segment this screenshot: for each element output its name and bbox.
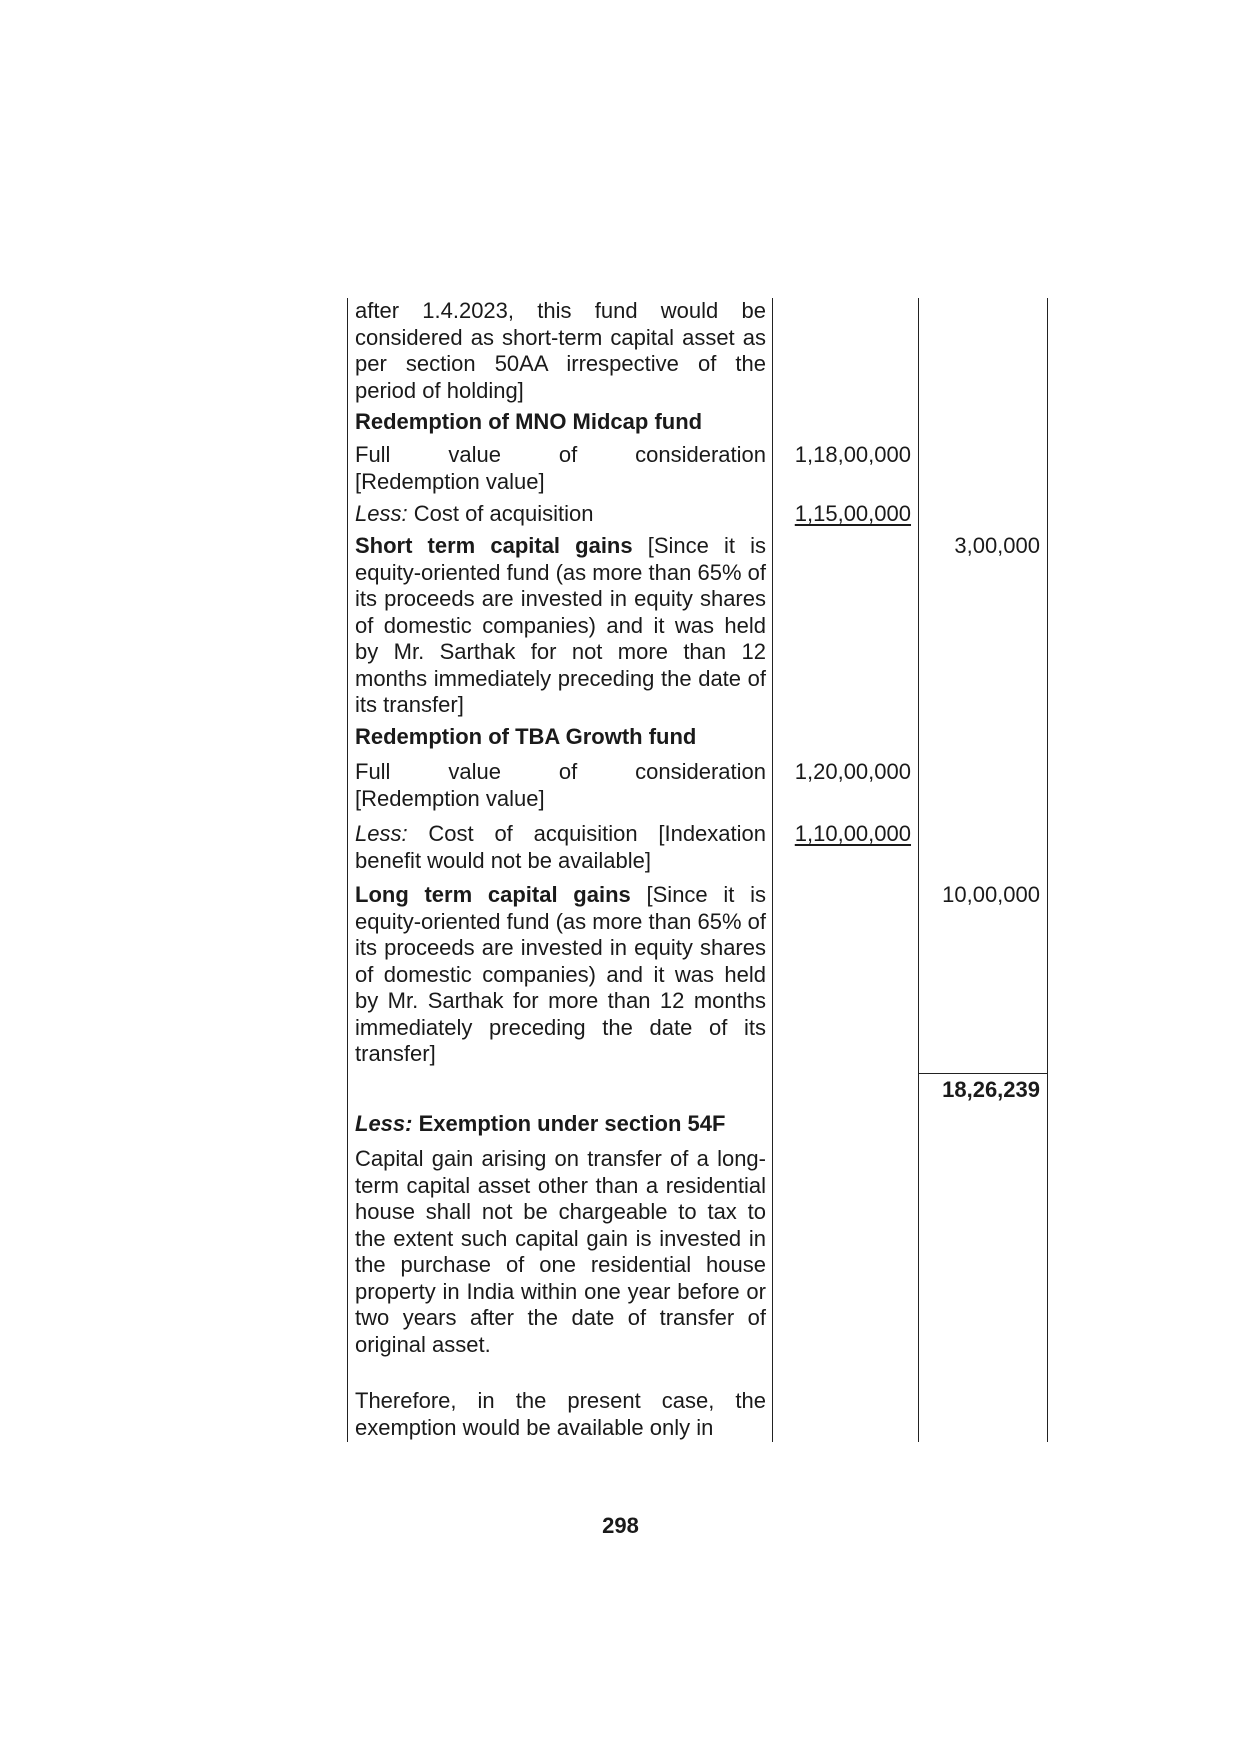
less-cost-acquisition-tba: Less: Cost of acquisition [Indexation benefit would not be available] (355, 821, 766, 873)
amount-cost-mno: 1,15,00,000 (794, 501, 911, 526)
full-value-consideration-mno: Full value of consideration [Redemption value] (355, 442, 766, 494)
full-value-consideration-tba: Full value of consideration [Redemption value] (355, 759, 766, 811)
amount-cost-tba: 1,10,00,000 (794, 821, 911, 846)
amount-consideration-tba: 1,20,00,000 (794, 759, 911, 784)
exemption-conclusion-text: Therefore, in the present case, the exemption would be available only in (355, 1388, 766, 1440)
heading-exemption-54f: Less: Exemption under section 54F (355, 1111, 726, 1136)
table-rule-total (918, 298, 919, 1442)
short-term-capital-gains-text: Short term capital gains [Since it is equity-oriented fund (as more than 65% of its proceeds are invested in equity shares of domestic companies) and it was held by Mr. Sarthak for not more than 12 months immediately preceding the date of its transfer] (355, 533, 766, 717)
amount-stcg: 3,00,000 (954, 533, 1040, 558)
amount-ltcg: 10,00,000 (942, 882, 1040, 907)
table-rule-left (347, 298, 348, 1442)
long-term-capital-gains-text: Long term capital gains [Since it is equity-oriented fund (as more than 65% of its proceeds are invested in equity shares of domestic companies) and it was held by Mr. Sarthak for more than 12 months immediately preceding the date of its transfer] (355, 882, 766, 1066)
heading-mno-midcap: Redemption of MNO Midcap fund (355, 409, 703, 434)
row-continuation-text: after 1.4.2023, this fund would be considered as short-term capital asset as per section 50AA irrespective of the period of holding] (355, 298, 766, 403)
table-rule-amount (772, 298, 773, 1442)
heading-tba-growth: Redemption of TBA Growth fund (355, 724, 697, 749)
amount-consideration-mno: 1,18,00,000 (794, 442, 911, 467)
section-54f-explanation: Capital gain arising on transfer of a long-term capital asset other than a residential house shall not be chargeable to tax to the extent such capital gain is invested in the purchase of one residential house property in India within one year before or two years after the date of transfer of original asset. (355, 1146, 766, 1357)
less-cost-acquisition-mno: Less: Cost of acquisition (355, 501, 594, 526)
amount-total-capital-gains: 18,26,239 (942, 1077, 1040, 1102)
page-number: 298 (602, 1513, 639, 1538)
total-rule (918, 1073, 1047, 1074)
table-rule-right (1047, 298, 1048, 1442)
